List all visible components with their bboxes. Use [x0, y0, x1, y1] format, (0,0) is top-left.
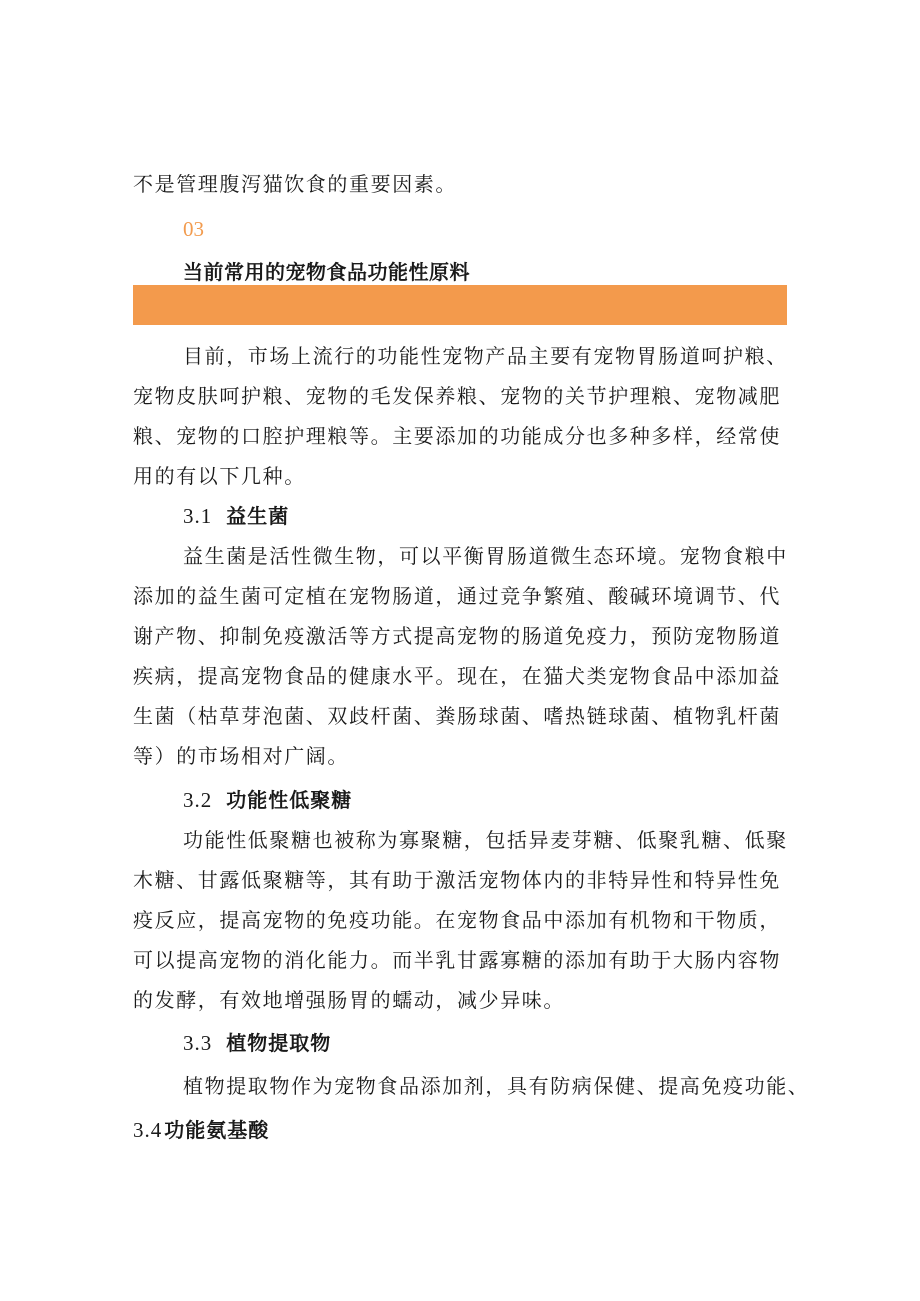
- paragraph-line: 功能性低聚糖也被称为寡聚糖，包括异麦芽糖、低聚乳糖、低聚: [183, 828, 788, 852]
- paragraph-line: 植物提取物作为宠物食品添加剂，具有防病保健、提高免疫功能、: [183, 1074, 810, 1098]
- subsection-heading-3-3: [183, 1029, 331, 1057]
- subsection-heading-3-4: [133, 1116, 269, 1144]
- subsection-number: 3.3: [183, 1031, 213, 1055]
- paragraph-line: 生菌（枯草芽泡菌、双歧杆菌、粪肠球菌、嗜热链球菌、植物乳杆菌: [133, 704, 781, 728]
- subsection-title: 功能氨基酸: [164, 1118, 270, 1142]
- subsection-number: 3.1: [183, 504, 213, 528]
- paragraph-line: 用的有以下几种。: [133, 464, 306, 488]
- paragraph-line: 宠物皮肤呵护粮、宠物的毛发保养粮、宠物的关节护理粮、宠物减肥: [133, 384, 781, 408]
- paragraph-line: 目前，市场上流行的功能性宠物产品主要有宠物胃肠道呵护粮、: [183, 344, 788, 368]
- paragraph-line: 等）的市场相对广阔。: [133, 744, 349, 768]
- intro-tail-line: 不是管理腹泻猫饮食的重要因素。: [133, 172, 457, 196]
- section-accent-bar: [133, 285, 787, 325]
- section-number: 03: [183, 217, 204, 241]
- paragraph-line: 的发酵，有效地增强肠胃的蠕动，减少异味。: [133, 988, 565, 1012]
- subsection-title: 功能性低聚糖: [226, 788, 353, 812]
- subsection-number: 3.4: [133, 1118, 163, 1142]
- paragraph-line: 益生菌是活性微生物，可以平衡胃肠道微生态环境。宠物食粮中: [183, 544, 788, 568]
- section-title: 当前常用的宠物食品功能性原料: [183, 260, 470, 284]
- subsection-title: 植物提取物: [226, 1031, 332, 1055]
- paragraph-line: 可以提高宠物的消化能力。而半乳甘露寡糖的添加有助于大肠内容物: [133, 948, 781, 972]
- subsection-title: 益生菌: [226, 504, 290, 528]
- paragraph-line: 疫反应，提高宠物的免疫功能。在宠物食品中添加有机物和干物质，: [133, 908, 781, 932]
- subsection-heading-3-2: [183, 786, 352, 814]
- paragraph-line: 粮、宠物的口腔护理粮等。主要添加的功能成分也多种多样，经常使: [133, 424, 781, 448]
- paragraph-line: 木糖、甘露低聚糖等，其有助于激活宠物体内的非特异性和特异性免: [133, 868, 781, 892]
- paragraph-line: 疾病，提高宠物食品的健康水平。现在，在猫犬类宠物食品中添加益: [133, 664, 781, 688]
- paragraph-line: 添加的益生菌可定植在宠物肠道，通过竞争繁殖、酸碱环境调节、代: [133, 584, 781, 608]
- paragraph-line: 谢产物、抑制免疫激活等方式提高宠物的肠道免疫力，预防宠物肠道: [133, 624, 781, 648]
- subsection-number: 3.2: [183, 788, 213, 812]
- subsection-heading-3-1: [183, 502, 289, 530]
